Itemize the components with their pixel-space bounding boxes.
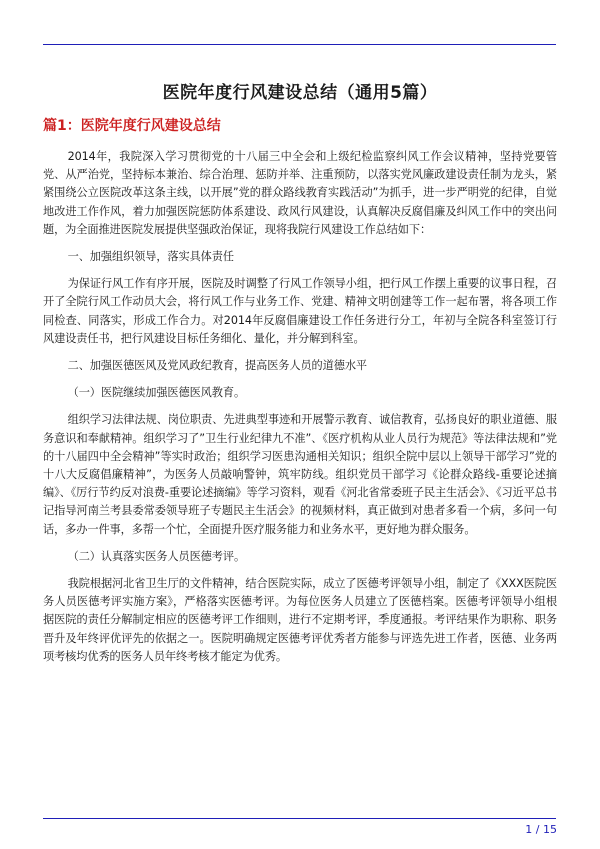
section-heading: 篇1：医院年度行风建设总结	[43, 118, 221, 134]
subheading-ethics-evaluation: （二）认真落实医务人员医德考评。	[67, 549, 246, 563]
subheading-ethics-continue: （一）医院继续加强医德医风教育。	[67, 386, 246, 400]
subheading-organization: 一、加强组织领导，落实具体责任	[67, 250, 234, 264]
document-title: 医院年度行风建设总结（通用5篇）	[162, 83, 438, 103]
header-rule	[43, 44, 556, 45]
paragraph-ethics-continue: 组织学习法律法规、岗位职责、先进典型事迹和开展警示教育、诚信教育，弘扬良好的职业道德、服务意识和奉献精神。组织学习了”卫生行业纪律九不准”、《医疗机构从业人员行为规范》等法律法规和”党的十八届四中全会精神”等实时政治；组织学习医患沟通相关知识；组织全院中层以上领导干部学习”党的十八大反腐倡廉精神”，为医务人员敲响警钟，筑牢防线。组织党员干部学习《论群众路线-重要论述摘编》、《厉行节约反对浪费-重要论述摘编》等学习资料，观看《河北省常委班子民主生活会》、《习近平总书记指导河南兰考县委常委领导班子专题民主生活会》的视频材料，真正做到对患者多看一个病，多问一句话，多办一件事，多帮一个忙，全面提升医疗服务能力和业务水平，更好地为群众服务。	[43, 413, 557, 536]
subheading-ethics-education: 二、加强医德医风及党风政纪教育，提高医务人员的道德水平	[67, 359, 367, 373]
paragraph-ethics-evaluation: 我院根据河北省卫生厅的文件精神，结合医院实际，成立了医德考评领导小组，制定了《XXX医院医务人员医德考评实施方案》，严格落实医德考评。为每位医务人员建立了医德档案。医德考评领导小组根据医院的责任分解制定相应的医德考评工作细则，进行不定期考评，季度通报。考评结果作为职称、职务晋升及年终评优评先的依据之一。医院明确规定医德考评优秀者方能参与评选先进工作者，医德、业务两项考核均优秀的医务人员年终考核才能定为优秀。	[43, 577, 557, 663]
document-body	[43, 148, 557, 675]
paragraph-intro: 2014年，我院深入学习贯彻党的十八届三中全会和上级纪检监察纠风工作会议精神，坚持党要管党、从严治党，坚持标本兼治、综合治理、惩防并举、注重预防，以落实党风廉政建设责任制为龙头，紧紧围绕公立医院改革这条主线，以开展”党的群众路线教育实践活动”为抓手，进一步严明党的纪律，自觉地改进工作作风，着力加强医院惩防体系建设、政风行风建设，认真解决反腐倡廉及纠风工作中的突出问题，为全面推进医院发展提供坚强政治保证，现将我院行风建设工作总结如下：	[43, 150, 557, 236]
page-number: 1 / 15	[525, 823, 557, 836]
paragraph-organization: 为保证行风工作有序开展，医院及时调整了行风工作领导小组，把行风工作摆上重要的议事日程，召开了全院行风工作动员大会，将行风工作与业务工作、党建、精神文明创建等工作一起布署，将各项工作同检查、同落实，形成工作合力。对2014年反腐倡廉建设工作任务进行分工，年初与全院各科室签订行风建设责任书，把行风建设目标任务细化、量化，并分解到科室。	[43, 277, 557, 345]
footer-rule	[43, 818, 556, 819]
